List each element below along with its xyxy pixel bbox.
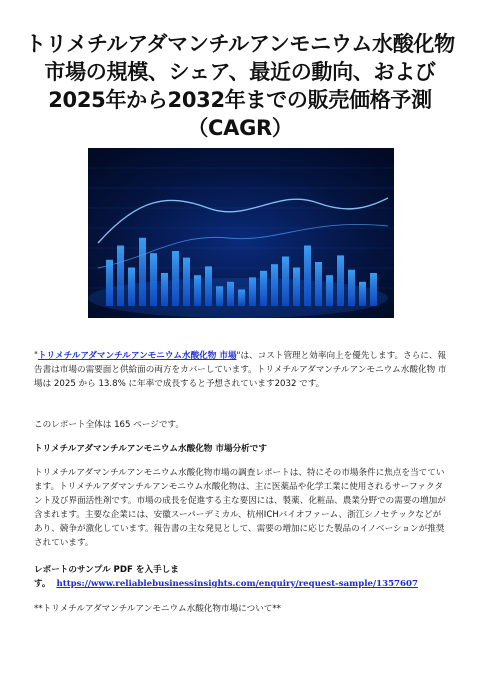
hero-glow <box>88 278 388 318</box>
page-title: トリメチルアダマンチルアンモニウム水酸化物市場の規模、シェア、最近の動向、および2025年から2032年までの販売価格予測（CAGR） <box>25 32 455 140</box>
analysis-heading: トリメチルアダマンチルアンモニウム水酸化物 市場分析です <box>34 444 267 454</box>
intro-paragraph <box>34 349 448 391</box>
intro-text: "は、コスト管理と効率向上を優先します。さらに、報告書は市場の需要面と供給面の両方をカバーしています。トリメチルアダマンチルアンモニウム水酸化物 市場は 2025 から 13.8% に年率で成長すると予想されています2032 です。 <box>34 351 447 389</box>
sample-label: レポートのサンプル PDF を入手します。 <box>34 565 179 589</box>
open-quote: " <box>34 351 38 361</box>
about-line: **トリメチルアダマンチルアンモニウム水酸化物市場について** <box>34 604 281 614</box>
pages-line: このレポート全体は 165 ページです。 <box>34 420 184 430</box>
analysis-paragraph: トリメチルアダマンチルアンモニウム水酸化物市場の調査レポートは、特にその市場条件に焦点を当てています。トリメチルアダマンチルアンモニウム水酸化物は、主に医薬品や化学工業に使用されるサーファクタント及び界面活性剤です。市場の成長を促進する主な要因には、製薬、化粧品、農業分野での需要の増加が含まれます。主要な企業には、安徽スーパーデミカル、杭州ICHバイオファーム、浙江シノセテックなどがあり、競争が激化しています。報告書の主な発見として、需要の増加に応じた製品のイノベーションが推奨されています。 <box>34 468 446 548</box>
sample-paragraph <box>34 563 448 591</box>
market-keyword-link[interactable]: トリメチルアダマンチルアンモニウム水酸化物 市場 <box>37 351 237 361</box>
sample-request-link[interactable]: https://www.reliablebusinessinsights.com/enquiry/request-sample/1357607 <box>56 579 418 589</box>
hero-image <box>88 148 394 318</box>
